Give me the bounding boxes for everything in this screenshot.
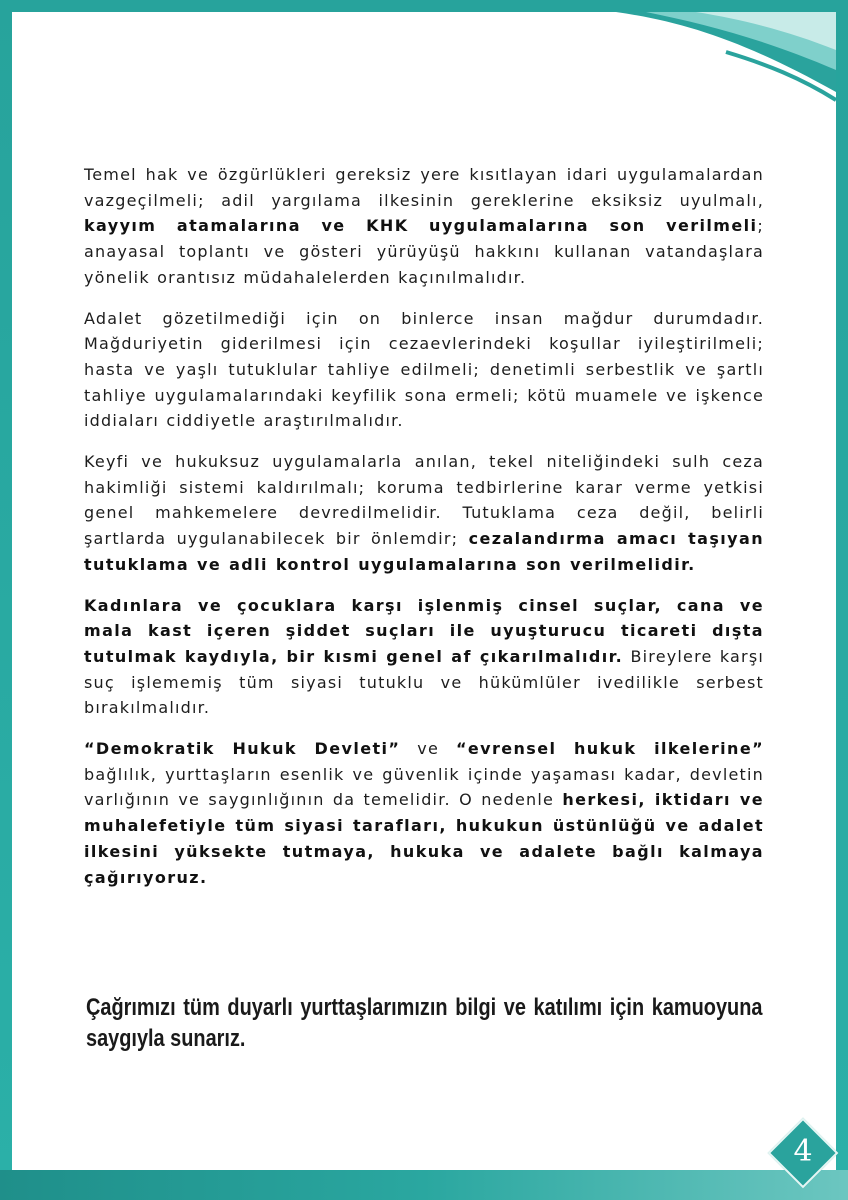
emphasis-text: cezalandırma amacı taşıyan tutuklama ve adli kontrol uygulamalarına son verilmelidir. <box>84 529 764 574</box>
emphasis-text: Kadınlara ve çocuklara karşı işlenmiş cinsel suçlar, cana ve mala kast içeren şiddet suçları ile uyuşturucu ticareti dışta tutulmak kaydıyla, bir kısmi genel af çıkarılmalıdır. <box>84 595 764 666</box>
text-segment: ; anayasal toplantı ve gösteri yürüyüşü hakkını kullanan vatandaşlara yönelik orantısız müdahalelerden kaçınılmalıdır. <box>84 216 764 287</box>
emphasis-text: kayyım atamalarına ve KHK uygulamalarına son verilmeli <box>84 216 758 236</box>
text-segment: Temel hak ve özgürlükleri gereksiz yere kısıtlayan idari uygulamalardan vazgeçilmeli; adil yargılama ilkesinin gereklerine eksiksiz uyulmalı, <box>84 165 764 210</box>
emphasis-text: “evrensel hukuk ilkelerine” <box>455 739 764 759</box>
page-number-badge <box>770 1120 834 1184</box>
paragraph <box>84 736 764 890</box>
text-segment: bağlılık, yurttaşların esenlik ve güvenlik içinde yaşaması kadar, devletin varlığının ve saygınlığının da temelidir. O nedenle <box>84 764 764 810</box>
paragraph <box>84 449 764 578</box>
text-segment: Keyfi ve hukuksuz uygulamalarla anılan, tekel niteliğindeki sulh ceza hakimliği sistemi kaldırılmalı; koruma tedbirlerine karar verme yetkisi genel mahkemelere devredilmelidir. Tutuklama ceza değil, belirli şartlarda uygulanabilecek bir önlemdir; <box>84 452 764 549</box>
emphasis-text: herkesi, iktidarı ve muhalefetiyle tüm siyasi tarafları, hukukun üstünlüğü ve adalet ilkesini yüksekte tutmaya, hukuka ve adalete bağlı kalmaya çağırıyoruz. <box>84 790 764 887</box>
paragraph <box>84 306 764 435</box>
bottom-band-decoration <box>0 1170 848 1200</box>
corner-wave-decoration <box>576 12 836 102</box>
text-segment: Bireylere karşı suç işlememiş tüm siyasi tutuklu ve hükümlüler ivedilikle serbest bırakılmalıdır. <box>84 646 764 718</box>
text-segment: ve <box>400 739 456 759</box>
text-segment: Adalet gözetilmediği için on binlerce insan mağdur durumdadır. Mağduriyetin giderilmesi için cezaevlerindeki koşullar iyileştirilmeli; hasta ve yaşlı tutuklular tahliye edilmeli; denetimli serbestlik ve şartlı tahliye uygulamalarındaki keyfilik sona ermeli; kötü muamele ve işkence iddiaları ciddiyetle araştırılmalıdır. <box>84 308 764 431</box>
page-number: 4 <box>793 1134 813 1169</box>
paragraph <box>84 593 764 722</box>
body-text <box>84 162 764 905</box>
paragraph <box>84 162 764 291</box>
closing-statement: Çağrımızı tüm duyarlı yurttaşlarımızın bilgi ve katılımı için kamuoyuna saygıyla sunarız. <box>86 994 763 1052</box>
emphasis-text: “Demokratik Hukuk Devleti” <box>84 739 401 759</box>
